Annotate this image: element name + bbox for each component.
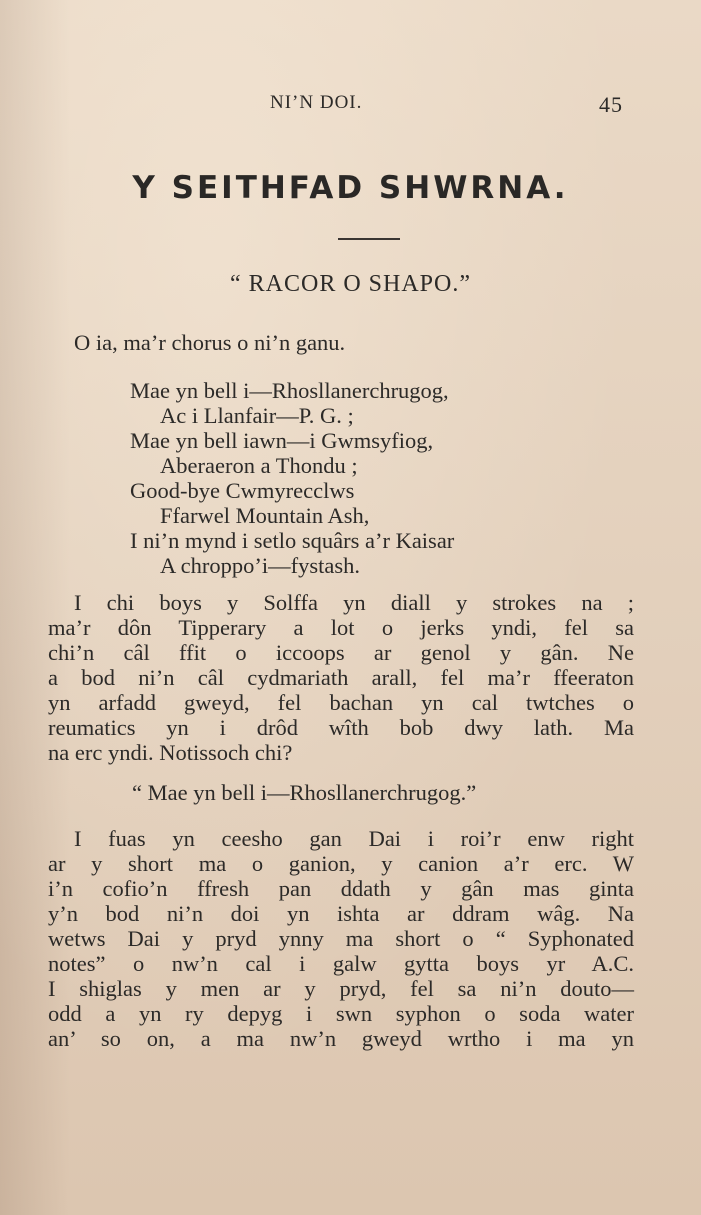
paragraph-line: I chi boys y Solffa yn diall y strokes na ; xyxy=(74,590,634,615)
paragraph-line: chi’n câl ffit o iccoops ar genol y gân. Ne xyxy=(48,640,634,665)
paragraph-line: odd a yn ry depyg i swn syphon o soda water xyxy=(48,1001,634,1026)
verse-line: Mae yn bell i—Rhosllanerchrugog, xyxy=(130,378,449,403)
verse-line: A chroppo’i—fystash. xyxy=(160,553,360,578)
verse-line: Mae yn bell iawn—i Gwmsyfiog, xyxy=(130,428,434,453)
verse-line: Good-bye Cwmyrecclws xyxy=(130,478,355,503)
paragraph-line: an’ so on, a ma nw’n gweyd wrtho i ma yn xyxy=(48,1026,634,1051)
paragraph-line: i’n cofio’n ffresh pan ddath y gân mas ginta xyxy=(48,876,634,901)
verse-line: Aberaeron a Thondu ; xyxy=(160,453,358,478)
opening-line: O ia, ma’r chorus o ni’n ganu. xyxy=(74,330,346,355)
paragraph-line: reumatics yn i drôd wîth bob dwy lath. Ma xyxy=(48,715,634,740)
paragraph-line: I fuas yn ceesho gan Dai i roi’r enw right xyxy=(74,826,634,851)
paragraph-line: yn arfadd gweyd, fel bachan yn cal twtches o xyxy=(48,690,634,715)
paragraph-line: ma’r dôn Tipperary a lot o jerks yndi, fel sa xyxy=(48,615,634,640)
paragraph-line: na erc yndi. Notissoch chi? xyxy=(48,740,293,765)
paragraph-line: a bod ni’n câl cydmariath arall, fel ma’r ffeeraton xyxy=(48,665,634,690)
verse-line: Ac i Llanfair—P. G. ; xyxy=(160,403,354,428)
paragraph xyxy=(48,590,634,765)
paragraph xyxy=(48,826,634,1051)
verse-line: I ni’n mynd i setlo squârs a’r Kaisar xyxy=(130,528,455,553)
section-divider xyxy=(338,238,400,240)
paragraph-line: ar y short ma o ganion, y canion a’r erc. W xyxy=(48,851,634,876)
verse-stanza xyxy=(130,378,454,578)
chapter-title: Y SEITHFAD SHWRNA. xyxy=(132,170,569,206)
quote-line: “ Mae yn bell i—Rhosllanerchrugog.” xyxy=(132,780,477,805)
page-number: 45 xyxy=(599,92,623,117)
paragraph-line: wetws Dai y pryd ynny ma short o “ Syphonated xyxy=(48,926,634,951)
paragraph-line: y’n bod ni’n doi yn ishta ar ddram wâg. Na xyxy=(48,901,634,926)
paragraph-line: notes” o nw’n cal i galw gytta boys yr A.C. xyxy=(48,951,634,976)
paragraph-line: I shiglas y men ar y pryd, fel sa ni’n douto— xyxy=(48,976,634,1001)
running-head xyxy=(0,92,701,122)
verse-line: Ffarwel Mountain Ash, xyxy=(160,503,370,528)
running-title: NI’N DOI. xyxy=(270,92,363,113)
chapter-subtitle: “ RACOR O SHAPO.” xyxy=(229,271,471,297)
